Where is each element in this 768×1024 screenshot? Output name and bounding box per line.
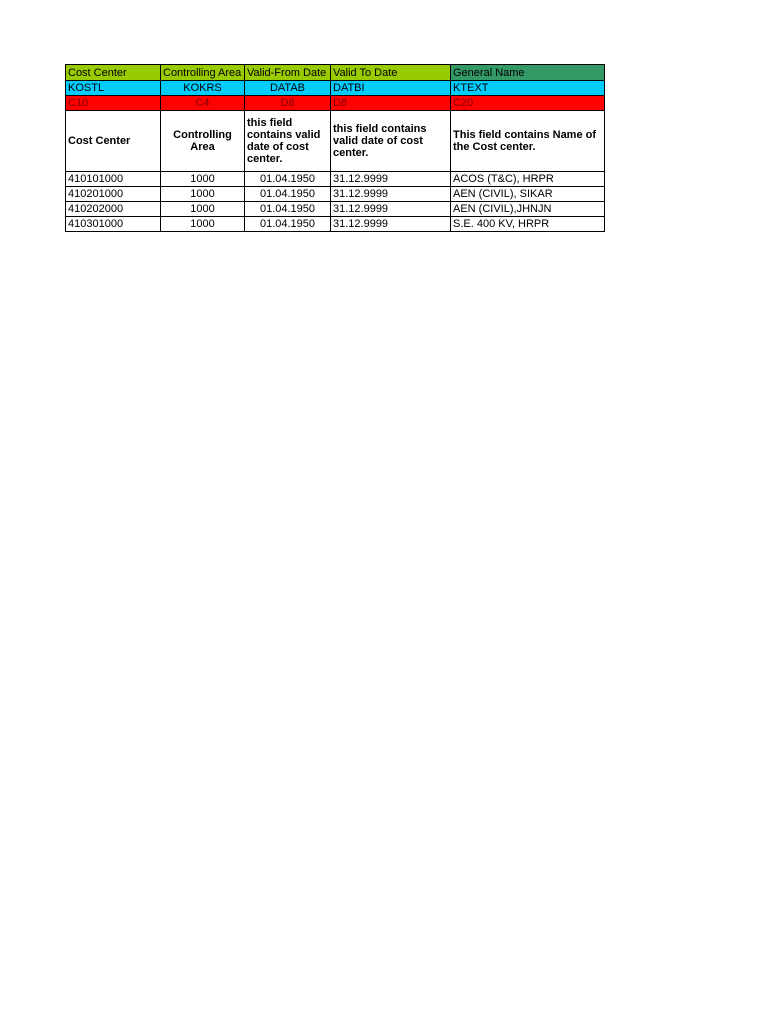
description-row xyxy=(66,111,605,172)
desc-cell-controlling-area[interactable]: Controlling Area xyxy=(161,111,245,172)
cell-controlling-area[interactable]: 1000 xyxy=(161,202,245,217)
desc-cell-valid-to[interactable]: this field contains valid date of cost center. xyxy=(331,111,451,172)
cell-cost-center[interactable]: 410301000 xyxy=(66,217,161,232)
cell-general-name[interactable]: S.E. 400 KV, HRPR xyxy=(451,217,605,232)
cell-cost-center[interactable]: 410201000 xyxy=(66,187,161,202)
length-cell-d8-to[interactable]: D8 xyxy=(331,96,451,111)
header-cell-cost-center[interactable]: Cost Center xyxy=(66,65,161,81)
cell-cost-center[interactable]: 410101000 xyxy=(66,172,161,187)
cell-controlling-area[interactable]: 1000 xyxy=(161,172,245,187)
table-row xyxy=(66,202,605,217)
length-cell-d8-from[interactable]: D8 xyxy=(245,96,331,111)
cell-valid-from[interactable]: 01.04.1950 xyxy=(245,202,331,217)
cell-valid-from[interactable]: 01.04.1950 xyxy=(245,217,331,232)
tech-cell-datbi[interactable]: DATBI xyxy=(331,81,451,96)
cell-controlling-area[interactable]: 1000 xyxy=(161,187,245,202)
desc-cell-cost-center[interactable]: Cost Center xyxy=(66,111,161,172)
desc-cell-valid-from[interactable]: this field contains valid date of cost center. xyxy=(245,111,331,172)
header-cell-valid-to-date[interactable]: Valid To Date xyxy=(331,65,451,81)
header-row xyxy=(66,65,605,81)
cell-valid-to[interactable]: 31.12.9999 xyxy=(331,202,451,217)
length-cell-c20[interactable]: C20 xyxy=(451,96,605,111)
cell-general-name[interactable]: AEN (CIVIL),JHNJN xyxy=(451,202,605,217)
cell-cost-center[interactable]: 410202000 xyxy=(66,202,161,217)
table-row xyxy=(66,172,605,187)
tech-cell-datab[interactable]: DATAB xyxy=(245,81,331,96)
cell-valid-to[interactable]: 31.12.9999 xyxy=(331,187,451,202)
length-cell-c10[interactable]: C10 xyxy=(66,96,161,111)
tech-cell-kostl[interactable]: KOSTL xyxy=(66,81,161,96)
cell-controlling-area[interactable]: 1000 xyxy=(161,217,245,232)
header-cell-controlling-area[interactable]: Controlling Area xyxy=(161,65,245,81)
cell-valid-from[interactable]: 01.04.1950 xyxy=(245,187,331,202)
cell-valid-to[interactable]: 31.12.9999 xyxy=(331,217,451,232)
desc-cell-general-name[interactable]: This field contains Name of the Cost center. xyxy=(451,111,605,172)
length-cell-c4[interactable]: C4 xyxy=(161,96,245,111)
cell-valid-from[interactable]: 01.04.1950 xyxy=(245,172,331,187)
tech-cell-kokrs[interactable]: KOKRS xyxy=(161,81,245,96)
table-row xyxy=(66,187,605,202)
cell-general-name[interactable]: AEN (CIVIL), SIKAR xyxy=(451,187,605,202)
cost-center-sheet xyxy=(65,64,605,232)
cell-valid-to[interactable]: 31.12.9999 xyxy=(331,172,451,187)
tech-cell-ktext[interactable]: KTEXT xyxy=(451,81,605,96)
cell-general-name[interactable]: ACOS (T&C), HRPR xyxy=(451,172,605,187)
table-row xyxy=(66,217,605,232)
header-cell-valid-from-date[interactable]: Valid-From Date xyxy=(245,65,331,81)
header-cell-general-name[interactable]: General Name xyxy=(451,65,605,81)
length-row xyxy=(66,96,605,111)
technical-name-row xyxy=(66,81,605,96)
